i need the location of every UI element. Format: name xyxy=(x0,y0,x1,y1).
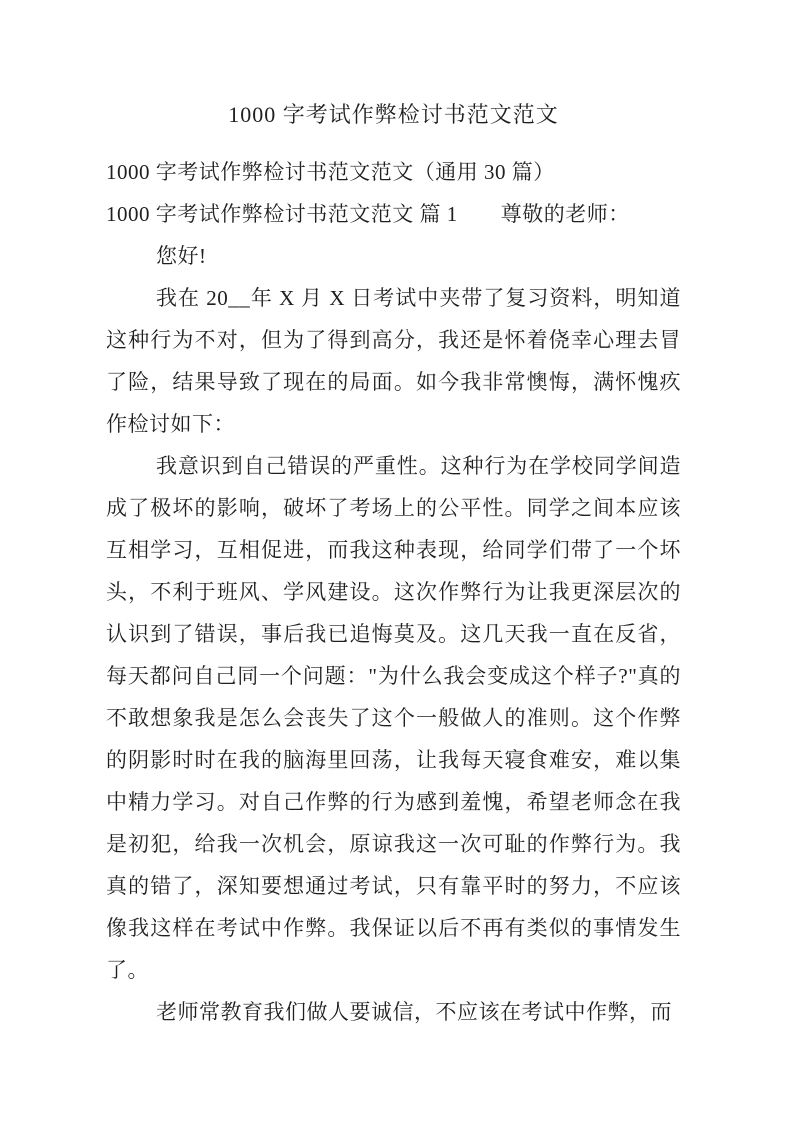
document-subtitle: 1000 字考试作弊检讨书范文范文（通用 30 篇） xyxy=(106,160,555,184)
document-title: 1000 字考试作弊检讨书范文范文 xyxy=(228,102,559,127)
section-heading: 1000 字考试作弊检讨书范文范文 篇 1 尊敬的老师： xyxy=(106,202,630,226)
paragraph-greeting: 您好! xyxy=(156,244,207,268)
paragraph-confession-intro: 我在 20__年 X 月 X 日考试中夹带了复习资料，明知道这种行为不对，但为了得到高分，我还是怀着侥幸心理去冒了险，结果导致了现在的局面。如今我非常懊悔，满怀愧疚作检讨如下： xyxy=(106,286,681,436)
paragraph-self-criticism-body: 我意识到自己错误的严重性。这种行为在学校同学间造成了极坏的影响，破坏了考场上的公平性。同学之间本应该互相学习，互相促进，而我这种表现，给同学们带了一个坏头，不利于班风、学风建设。这次作弊行为让我更深层次的认识到了错误，事后我已追悔莫及。这几天我一直在反省，每天都问自己同一个问题："为什么我会变成这个样子?"真的不敢想象我是怎么会丧失了这个一般做人的准则。这个作弊的阴影时时在我的脑海里回荡，让我每天寝食难安，难以集中精力学习。对自己作弊的行为感到羞愧，希望老师念在我是初犯，给我一次机会，原谅我这一次可耻的作弊行为。我真的错了，深知要想通过考试，只有靠平时的努力，不应该像我这样在考试中作弊。我保证以后不再有类似的事情发生了。 xyxy=(106,454,681,982)
paragraph-teacher-education: 老师常教育我们做人要诚信，不应该在考试中作弊，而 xyxy=(156,1000,672,1024)
